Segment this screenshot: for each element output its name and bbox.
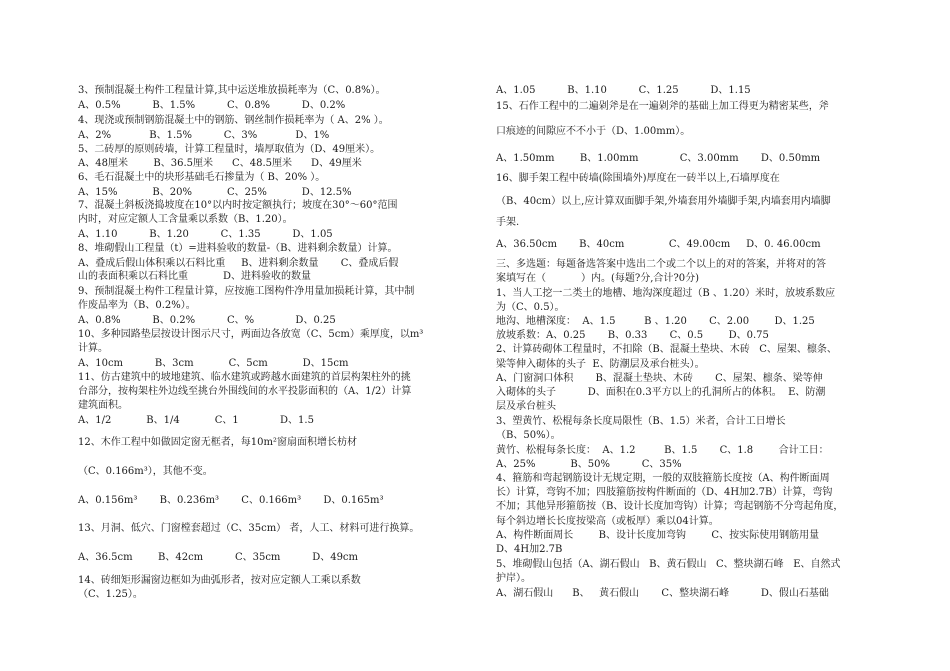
text-line: 层及承台桩头 [496,401,556,412]
text-line: 14、砖细矩形漏窗边框如为曲弧形者，按对应定额人工乘以系数 [78,575,361,586]
text-line: A、湖石假山 B、 黄石假山 C、整块湖石峰 D、假山石基础 [496,588,829,599]
text-line: A、1.10 B、1.20 C、1.35 D、1.05 [78,229,333,240]
text-line: A、0.156m³ B、0.236m³ C、0.166m³ D、0.165m³ [78,495,384,506]
text-line: 9、预制混凝土构件工程量计算，应按施工图构件净用量加损耗计算，其中制 [78,286,415,297]
text-line: 3、预制混凝土构件工程量计算,其中运送堆放损耗率为（C、0.8%）。 [78,85,386,96]
text-line: A、25% B、50% C、35% [496,459,682,470]
text-line: A、0.5% B、1.5% C、0.8% D、0.2% [78,100,346,111]
text-line: 长）计算，弯钩不加；四肢箍筋按构件断面的（D、4H加2.7B）计算，弯钩 [496,487,833,498]
text-line: 每个斜边增长长度按梁高（或板厚）乘以04计算。 [496,516,719,527]
text-line: 8、堆砌假山工程量（t）=进料验收的数量-（B、进料剩余数量）计算。 [78,243,398,254]
text-line: A、48厘米 B、36.5厘米 C、48.5厘米 D、49厘米 [78,158,362,169]
text-line: A、叠成后假山体积乘以石料比重 B、进料剩余数量 C、叠成后假 [78,258,399,269]
text-line: 黄竹、松棍每条长度： A、1.2 B、1.5 C、1.8 合计工日： [496,445,829,456]
text-line: 5、二砖厚的原则砖墙，计算工程量时，墙厚取值为（D、49厘米）。 [78,144,381,155]
text-line: D、4H加2.7B [496,544,563,555]
text-line: A、0.8% B、0.2% C、% D、0.25 [78,315,336,326]
text-line: 三、多选题：每题备选答案中选出二个或二个以上的对的答案，并将对的答 [496,259,826,270]
text-line: 案填写在（ ）内。(每题?分,合计?0分) [496,273,700,284]
text-line: A、15% B、20% C、25% D、12.5% [78,187,352,198]
text-line: 10、多种园路垫层按设计图示尺寸，两面边各放宽（C、5cm）乘厚度，以m³ [78,329,424,340]
text-line: 入砌体的头子 D、面积在0.3平方以上的孔洞所占的体积。 E、防潮 [496,387,826,398]
text-line: 6、毛石混凝土中的块形基础毛石掺量为（ B、20% ）。 [78,172,326,183]
text-line: 计算。 [78,343,108,354]
text-line: A、2% B、1.5% C、3% D、1% [78,130,330,141]
text-line: （C、1.25）。 [78,589,143,600]
text-line: 不加；其他异形箍筋按（B、设计长度加弯钩）计算；弯起钢筋不分弯起角度， [496,501,844,512]
text-line: 放坡系数：A、0.25 B、0.33 C、0.5 D、0.75 [496,330,769,341]
text-line: 4、箍筋和弯起钢筋设计无规定期，一般的双肢箍筋长度按（A、构件断面周 [496,473,830,484]
text-line: 口痕迹的间隙应不不小于（D、1.00mm）。 [496,126,691,137]
text-line: 4、现浇或预制钢筋混凝土中的钢筋、钢丝制作损耗率为（ A、2% ）。 [78,115,389,126]
text-line: 山的表面积乘以石料比重 D、进料验收的数量 [78,271,311,282]
text-line: A、构件断面周长 B、设计长度加弯钩 C、按实际使用钢筋用量 [496,530,820,541]
text-line: （B、40cm）以上,应计算双面脚手架,外墙套用外墙脚手架,内墙套用内墙脚 [496,196,831,207]
text-line: （C、0.166m³），其他不变。 [78,466,213,477]
text-line: 手架. [496,217,520,228]
text-line: 5、堆砌假山包括（A、湖石假山 B、黄石假山 C、整块湖石峰 E、自然式 [496,559,841,570]
text-line: A、1.50mm B、1.00mm C、3.00mm D、0.50mm [496,153,821,164]
text-line: A、1/2 B、1/4 C、1 D、1.5 [78,415,314,426]
text-line: 建筑面积。 [78,400,128,411]
text-line: A、门窗洞口体积 B、混凝土垫块、木砖 C、屋架、檩条、梁等伸 [496,373,823,384]
text-line: 2、计算砖砌体工程量时，不扣除（B、混凝土垫块、木砖 C、屋架、檩条、 [496,344,837,355]
text-line: 11、仿古建筑中的坡地建筑、临水建筑或跨越水面建筑的首层构架柱外的挑 [78,372,411,383]
text-line: 梁等伸入砌体的头子 E、防潮层及承台桩头）。 [496,359,705,370]
text-line: A、10cm B、3cm C、5cm D、15cm [78,358,349,369]
text-line: A、1.05 B、1.10 C、1.25 D、1.15 [496,85,751,96]
text-line: 15、石作工程中的二遍剁斧是在一遍剁斧的基础上加工得更为精密某些，斧 [496,101,829,112]
text-line: A、36.50cm B、40cm C、49.00cm D、0. 46.00cm [496,239,821,250]
text-line: A、36.5cm B、42cm C、35cm D、49cm [78,552,359,563]
text-line: 内时，对应定额人工含量乘以系数（B、1.20）。 [78,214,293,225]
text-line: 16、脚手架工程中砖墙(除围墙外)厚度在一砖半以上,石墙厚度在 [496,173,780,184]
text-line: 3、塑黄竹、松棍每条长度局限性（B、1.5）米者，合计工日增长 [496,416,786,427]
text-line: 台部分，按构架柱外边线至挑台外围线间的水平投影面积的（A、1/2）计算 [78,386,412,397]
text-line: 作废品率为（B、0.2%）。 [78,300,196,311]
text-line: 7、混凝土斜板浇捣坡度在10°以内时按定额执行；坡度在30°～60°范围 [78,200,398,211]
text-line: 地沟、地槽深度： A、1.5 B 、1.20 C、2.00 D、1.25 [496,316,815,327]
text-line: 1、当人工挖一二类土的地槽、地沟深度超过（B 、1.20）米时，放坡系数应 [496,288,836,299]
text-line: 护岸）。 [496,573,531,584]
text-line: 13、月洞、低穴、门窗樘套超过（C、35cm） 者，人工、材料可进行换算。 [78,523,420,534]
text-line: （B、50%）。 [496,430,561,441]
text-line: 为（C、0.5）。 [496,302,565,313]
text-line: 12、木作工程中如做固定窗无框者，每10m²窗扇面积增长枋材 [78,437,357,448]
